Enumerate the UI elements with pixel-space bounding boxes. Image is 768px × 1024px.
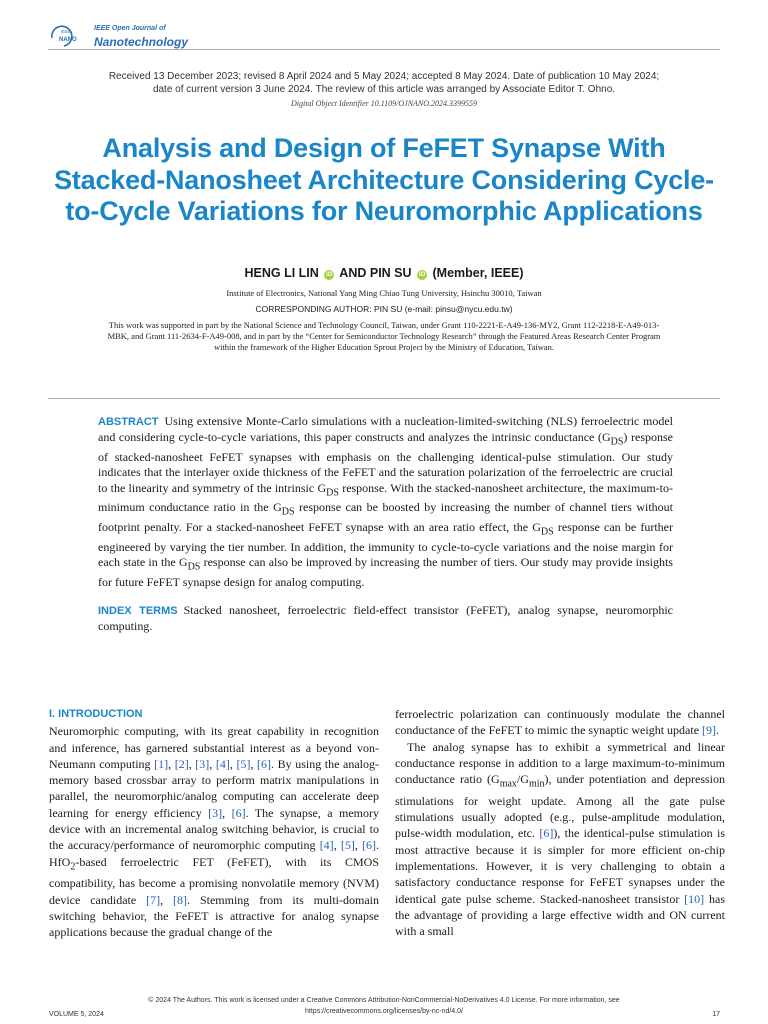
journal-small-title: IEEE Open Journal of xyxy=(94,25,166,32)
citation-link[interactable]: [6] xyxy=(257,756,272,771)
citation-link[interactable]: [6] xyxy=(231,805,246,820)
citation-link[interactable]: [6] xyxy=(539,826,554,841)
citation-link[interactable]: [10] xyxy=(684,891,705,906)
author-line xyxy=(60,266,708,280)
orcid-icon[interactable]: iD xyxy=(418,271,426,278)
page-number: 17 xyxy=(712,1011,720,1018)
right-column xyxy=(395,706,725,940)
orcid-icon[interactable]: iD xyxy=(326,271,333,278)
license-url[interactable]: https://creativecommons.org/licenses/by-nc-nd/4.0/ xyxy=(305,1008,463,1015)
intro-paragraph: The analog synapse has to exhibit a symmetrical and linear conductance response in addition to a large maximum-to-minimum conductance ratio $(G_{max}/G_{min})$, under potentiation and depression stimulations for weight update. Among all the gate pulse stimulations usually adopted (e.g., pulse-amplitude modulation, pulse-width modulation, etc. [6]), the identical-pulse stimulation is most attractive because it is simpler for more efficient on-chip implementations. However, it is very challenging to obtain a satisfactory conductance response for FeFET synapses under the identical gate pulse scheme. Stacked-nanosheet transistor [10] has the advantage of providing a large effective width and ON current with a small xyxy=(395,739,725,939)
abstract-label: ABSTRACT xyxy=(98,416,159,428)
license-text: © 2024 The Authors. This work is licensed under a Creative Commons Attribution-NonCommercial-NoDerivatives 4.0 License. For more information, see xyxy=(148,997,620,1004)
logo-text: NANO xyxy=(59,37,77,43)
citation-link[interactable]: [6] xyxy=(362,838,377,853)
index-terms xyxy=(98,603,673,635)
header-divider xyxy=(48,49,720,50)
volume-label: VOLUME 5, 2024 xyxy=(49,1011,104,1018)
journal-header xyxy=(48,22,720,52)
ieee-nano-logo xyxy=(48,24,92,50)
citation-link[interactable]: [5] xyxy=(236,756,251,771)
author-2: AND PIN SU xyxy=(339,266,412,280)
abstract-text: Using extensive Monte-Carlo simulations with a nucleation-limited-switching (NLS) ferroelectric model and considering cycle-to-cycle variations, this paper constructs and analyzes the intrinsic conductance (G xyxy=(98,414,673,445)
intro-paragraph-continued: ferroelectric polarization can continuously modulate the channel conductance of the FeFET to mimic the synaptic weight update [9]. xyxy=(395,707,725,738)
received-line-1: Received 13 December 2023; revised 8 April 2024 and 5 May 2024; accepted 8 May 2024. Date of publication 10 May 2024; xyxy=(108,71,660,82)
index-terms-label: INDEX TERMS xyxy=(98,605,178,617)
abstract-text: response can be boosted by increasing the number of channel tiers without footprint penalty. For a stacked-nanosheet FeFET synapse with an area ratio effect, the G xyxy=(98,500,673,534)
citation-link[interactable]: [3] xyxy=(208,805,223,820)
received-dates xyxy=(60,70,708,96)
citation-link[interactable]: [5] xyxy=(340,838,355,853)
abstract-text: ) response of stacked-nanosheet FeFET synapses with emphasis on the challenging identical-pulse stimulation. Our study indicates that the interlayer oxide thickness of the FeFET and the saturation polarization of the ferroelectric are crucial to the linearity and symmetry of the intrinsic G xyxy=(98,430,674,495)
section-heading: I. INTRODUCTION xyxy=(49,708,143,720)
paper-title: Analysis and Design of FeFET Synapse With Stacked-Nanosheet Architecture Considering Cycle-to-Cycle Variations for Neuromorphic Applications xyxy=(54,133,714,226)
citation-link[interactable]: [7] xyxy=(146,892,161,907)
affiliation: Institute of Electronics, National Yang Ming Chiao Tung University, Hsinchu 30010, Taiwan xyxy=(226,288,542,298)
subscript: DS xyxy=(187,561,201,573)
journal-name: Nanotechnology xyxy=(94,35,189,49)
abstract-divider xyxy=(48,398,720,399)
index-terms-text: Stacked nanosheet, ferroelectric field-effect transistor (FeFET), analog synapse, neuromorphic computing. xyxy=(98,603,673,634)
subscript: DS xyxy=(610,436,624,448)
citation-link[interactable]: [9] xyxy=(702,723,717,738)
citation-link[interactable]: [4] xyxy=(215,756,230,771)
subscript: DS xyxy=(281,506,295,518)
logo-top-text: IEEE xyxy=(61,29,72,34)
subscript: DS xyxy=(540,526,554,538)
citation-link[interactable]: [4] xyxy=(319,838,334,853)
citation-link[interactable]: [1] xyxy=(154,756,169,771)
citation-link[interactable]: [8] xyxy=(173,892,188,907)
abstract xyxy=(98,414,673,590)
citation-link[interactable]: [3] xyxy=(195,756,210,771)
corresponding-author: CORRESPONDING AUTHOR: PIN SU (e-mail: pinsu@nycu.edu.tw) xyxy=(255,304,513,314)
intro-paragraph: Neuromorphic computing, with its great capability in recognition and inference, has garnered substantial interest as a beyond von-Neumann computing [1], [2], [3], [4], [5], [6]. By using the analog-memory based crossbar array to perform matrix manipulations in parallel, the neuromorphic/analog computing can accelerate deep learning for energy efficiency [3], [6]. The synapse, a memory device with an incremental analog switching behavior, is crucial to the accuracy/performance of neuromorphic computing [4], [5], [6]. HfO$_2$-based ferroelectric FET (FeFET), with its CMOS compatibility, has become a promising nonvolatile memory (NVM) device candidate [7], [8]. Stemming from its multi-domain switching behavior, the FeFET is attractive for analog synapse applications because the gradual change of the xyxy=(49,724,380,940)
citation-link[interactable]: [2] xyxy=(174,756,189,771)
doi: Digital Object Identifier 10.1109/OJNANO.2024.3399559 xyxy=(290,99,478,108)
subscript: DS xyxy=(326,486,339,498)
author-1: HENG LI LIN xyxy=(244,266,319,280)
member-tag: (Member, IEEE) xyxy=(432,266,524,280)
license-notice xyxy=(100,995,668,1017)
abstract-text: response. With the stacked-nanosheet architecture, the maximum-to-minimum conductance ratio in the G xyxy=(98,480,673,515)
received-line-2: date of current version 3 June 2024. The review of this article was arranged by Associate Editor T. Ohno. xyxy=(152,84,616,95)
left-column xyxy=(49,706,379,941)
funding-note: This work was supported in part by the National Science and Technology Council, Taiwan, under Grant 110-2221-E-A49-136-MY2, Grant 112-2218-E-A49-013-MBK, and Grant 111-2634-F-A49-008, and in part by the “Center for Semiconductor Technology Research” through the Featured Areas Research Center Program within the framework of the Higher Education Sprout Project by the Ministry of Education, Taiwan. xyxy=(107,320,661,353)
abstract-text: response can be further engineered by varying the tier number. In addition, the immunity to cycle-to-cycle variations and the noise margin for each state in the G xyxy=(98,519,673,569)
abstract-text: response can also be improved by increasing the number of tiers. Our study may provide insights for future FeFET synapse design for analog computing. xyxy=(98,554,673,589)
